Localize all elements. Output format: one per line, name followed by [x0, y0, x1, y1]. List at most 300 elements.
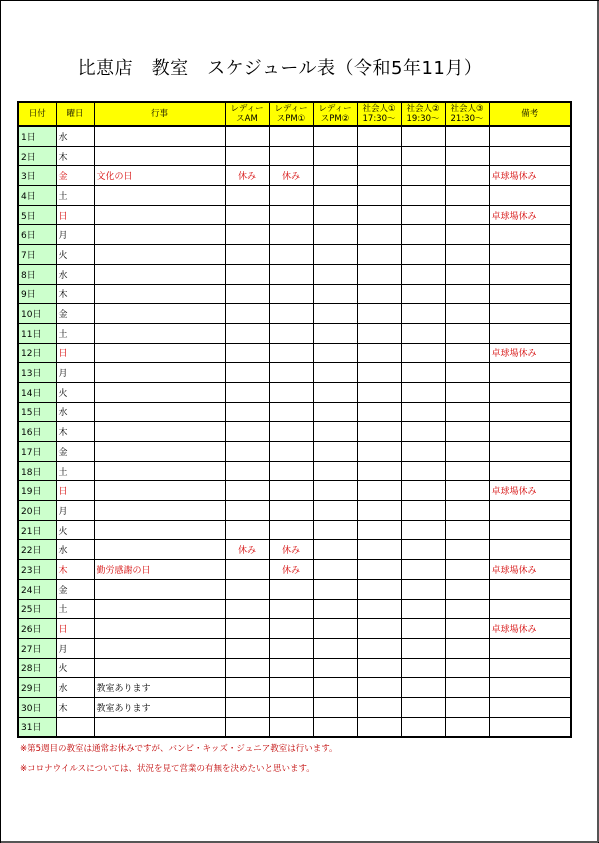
ladies-pm2-cell	[313, 284, 357, 304]
table-row	[18, 402, 571, 422]
ladies-pm2-cell	[313, 363, 357, 383]
ladies-am-cell	[225, 323, 269, 343]
ladies-pm1-cell: 休み	[269, 540, 313, 560]
date-cell: 5日	[18, 205, 56, 225]
date-cell: 8日	[18, 264, 56, 284]
ladies-am-cell	[225, 678, 269, 698]
shakai3-cell	[445, 402, 489, 422]
event-cell	[94, 520, 225, 540]
ladies-pm2-cell	[313, 678, 357, 698]
date-cell: 23日	[18, 560, 56, 580]
event-cell	[94, 461, 225, 481]
event-cell	[94, 126, 225, 146]
shakai1-cell	[357, 343, 401, 363]
ladies-am-cell	[225, 501, 269, 521]
dow-cell: 水	[56, 264, 94, 284]
date-cell: 15日	[18, 402, 56, 422]
shakai2-cell	[401, 146, 445, 166]
header-shakai1-line1: 社会人①	[362, 104, 396, 114]
shakai3-cell	[445, 264, 489, 284]
header-shakai3-line1: 社会人③	[450, 104, 484, 114]
shakai2-cell	[401, 186, 445, 206]
event-cell	[94, 186, 225, 206]
header-remarks: 備考	[489, 102, 571, 126]
shakai3-cell	[445, 422, 489, 442]
ladies-pm2-cell	[313, 382, 357, 402]
shakai3-cell	[445, 146, 489, 166]
ladies-am-cell	[225, 264, 269, 284]
dow-cell: 金	[56, 579, 94, 599]
remarks-cell	[489, 304, 571, 324]
shakai2-cell	[401, 245, 445, 265]
shakai3-cell	[445, 579, 489, 599]
shakai2-cell	[401, 126, 445, 146]
ladies-am-cell	[225, 126, 269, 146]
ladies-pm1-cell	[269, 442, 313, 462]
event-cell: 文化の日	[94, 166, 225, 186]
shakai2-cell	[401, 442, 445, 462]
shakai3-cell	[445, 520, 489, 540]
shakai3-cell	[445, 599, 489, 619]
dow-cell: 土	[56, 323, 94, 343]
header-ladies-pm2-line1: レディー	[318, 104, 352, 114]
shakai1-cell	[357, 245, 401, 265]
table-row	[18, 560, 571, 580]
event-cell	[94, 225, 225, 245]
remarks-cell	[489, 442, 571, 462]
shakai2-cell	[401, 304, 445, 324]
event-cell	[94, 599, 225, 619]
remarks-cell	[489, 402, 571, 422]
ladies-pm2-cell	[313, 205, 357, 225]
ladies-pm1-cell	[269, 245, 313, 265]
header-ladies-pm1-line1: レディー	[274, 104, 308, 114]
remarks-cell	[489, 540, 571, 560]
table-row	[18, 225, 571, 245]
date-cell: 7日	[18, 245, 56, 265]
ladies-pm1-cell	[269, 343, 313, 363]
ladies-pm2-cell	[313, 520, 357, 540]
shakai3-cell	[445, 382, 489, 402]
shakai1-cell	[357, 619, 401, 639]
ladies-pm2-cell	[313, 658, 357, 678]
header-shakai1-line2: 17:30～	[362, 114, 396, 124]
ladies-pm2-cell	[313, 304, 357, 324]
table-row	[18, 697, 571, 717]
ladies-pm2-cell	[313, 186, 357, 206]
shakai2-cell	[401, 658, 445, 678]
header-date: 日付	[18, 102, 56, 126]
shakai3-cell	[445, 461, 489, 481]
ladies-pm2-cell	[313, 501, 357, 521]
shakai3-cell	[445, 560, 489, 580]
shakai1-cell	[357, 304, 401, 324]
ladies-pm2-cell	[313, 323, 357, 343]
ladies-pm1-cell	[269, 126, 313, 146]
ladies-pm1-cell	[269, 304, 313, 324]
ladies-pm2-cell	[313, 166, 357, 186]
ladies-am-cell	[225, 481, 269, 501]
event-cell	[94, 658, 225, 678]
date-cell: 30日	[18, 697, 56, 717]
ladies-pm2-cell	[313, 540, 357, 560]
table-row	[18, 343, 571, 363]
shakai1-cell	[357, 205, 401, 225]
shakai3-cell	[445, 126, 489, 146]
dow-cell: 日	[56, 343, 94, 363]
shakai1-cell	[357, 284, 401, 304]
remarks-cell	[489, 422, 571, 442]
header-ladies-am-line1: レディー	[230, 104, 264, 114]
ladies-pm1-cell	[269, 225, 313, 245]
table-row	[18, 638, 571, 658]
header-ladies-pm1	[269, 102, 313, 126]
ladies-pm2-cell	[313, 560, 357, 580]
remarks-cell	[489, 284, 571, 304]
date-cell: 25日	[18, 599, 56, 619]
dow-cell: 日	[56, 481, 94, 501]
date-cell: 14日	[18, 382, 56, 402]
ladies-pm1-cell	[269, 402, 313, 422]
ladies-am-cell	[225, 225, 269, 245]
shakai2-cell	[401, 264, 445, 284]
table-row	[18, 146, 571, 166]
shakai2-cell	[401, 205, 445, 225]
date-cell: 11日	[18, 323, 56, 343]
ladies-pm1-cell	[269, 717, 313, 737]
ladies-pm2-cell	[313, 619, 357, 639]
date-cell: 2日	[18, 146, 56, 166]
table-row	[18, 363, 571, 383]
ladies-pm2-cell	[313, 343, 357, 363]
ladies-pm1-cell	[269, 501, 313, 521]
shakai2-cell	[401, 697, 445, 717]
remarks-cell	[489, 579, 571, 599]
shakai3-cell	[445, 481, 489, 501]
shakai1-cell	[357, 638, 401, 658]
ladies-am-cell	[225, 422, 269, 442]
event-cell: 教室あります	[94, 678, 225, 698]
dow-cell: 水	[56, 678, 94, 698]
dow-cell: 木	[56, 560, 94, 580]
event-cell	[94, 363, 225, 383]
ladies-pm1-cell	[269, 678, 313, 698]
date-cell: 18日	[18, 461, 56, 481]
shakai1-cell	[357, 382, 401, 402]
shakai1-cell	[357, 323, 401, 343]
remarks-cell	[489, 599, 571, 619]
ladies-am-cell	[225, 697, 269, 717]
ladies-am-cell	[225, 658, 269, 678]
ladies-am-cell	[225, 461, 269, 481]
remarks-cell	[489, 501, 571, 521]
shakai1-cell	[357, 402, 401, 422]
ladies-pm1-cell	[269, 619, 313, 639]
shakai1-cell	[357, 717, 401, 737]
table-row	[18, 442, 571, 462]
date-cell: 10日	[18, 304, 56, 324]
date-cell: 28日	[18, 658, 56, 678]
ladies-pm1-cell	[269, 264, 313, 284]
remarks-cell	[489, 126, 571, 146]
table-row	[18, 461, 571, 481]
table-row	[18, 599, 571, 619]
shakai1-cell	[357, 579, 401, 599]
remarks-cell	[489, 638, 571, 658]
date-cell: 17日	[18, 442, 56, 462]
dow-cell: 水	[56, 540, 94, 560]
shakai2-cell	[401, 382, 445, 402]
table-row	[18, 579, 571, 599]
date-cell: 22日	[18, 540, 56, 560]
dow-cell: 金	[56, 442, 94, 462]
shakai1-cell	[357, 225, 401, 245]
date-cell: 19日	[18, 481, 56, 501]
dow-cell: 金	[56, 304, 94, 324]
shakai1-cell	[357, 166, 401, 186]
ladies-am-cell	[225, 599, 269, 619]
ladies-pm2-cell	[313, 461, 357, 481]
remarks-cell	[489, 146, 571, 166]
event-cell	[94, 638, 225, 658]
shakai1-cell	[357, 186, 401, 206]
table-row	[18, 678, 571, 698]
event-cell	[94, 540, 225, 560]
ladies-am-cell	[225, 363, 269, 383]
dow-cell	[56, 717, 94, 737]
shakai3-cell	[445, 717, 489, 737]
dow-cell: 日	[56, 619, 94, 639]
ladies-am-cell	[225, 520, 269, 540]
ladies-pm2-cell	[313, 481, 357, 501]
shakai2-cell	[401, 284, 445, 304]
shakai2-cell	[401, 225, 445, 245]
event-cell	[94, 501, 225, 521]
ladies-pm1-cell	[269, 599, 313, 619]
dow-cell: 水	[56, 402, 94, 422]
shakai2-cell	[401, 638, 445, 658]
event-cell	[94, 579, 225, 599]
table-row	[18, 323, 571, 343]
ladies-am-cell	[225, 304, 269, 324]
ladies-pm2-cell	[313, 697, 357, 717]
event-cell: 勤労感謝の日	[94, 560, 225, 580]
ladies-am-cell	[225, 442, 269, 462]
ladies-am-cell	[225, 343, 269, 363]
ladies-pm1-cell	[269, 481, 313, 501]
event-cell	[94, 402, 225, 422]
date-cell: 29日	[18, 678, 56, 698]
shakai3-cell	[445, 697, 489, 717]
ladies-pm2-cell	[313, 146, 357, 166]
shakai1-cell	[357, 560, 401, 580]
ladies-pm1-cell	[269, 382, 313, 402]
schedule-table	[17, 101, 572, 738]
remarks-cell	[489, 520, 571, 540]
date-cell: 20日	[18, 501, 56, 521]
header-ladies-pm2	[313, 102, 357, 126]
header-shakai3-line2: 21:30～	[450, 114, 484, 124]
ladies-am-cell	[225, 245, 269, 265]
ladies-am-cell	[225, 402, 269, 422]
header-event: 行事	[94, 102, 225, 126]
shakai3-cell	[445, 540, 489, 560]
shakai3-cell	[445, 205, 489, 225]
shakai3-cell	[445, 343, 489, 363]
shakai3-cell	[445, 501, 489, 521]
dow-cell: 木	[56, 697, 94, 717]
ladies-pm2-cell	[313, 245, 357, 265]
date-cell: 26日	[18, 619, 56, 639]
shakai2-cell	[401, 520, 445, 540]
shakai2-cell	[401, 501, 445, 521]
shakai3-cell	[445, 225, 489, 245]
remarks-cell	[489, 717, 571, 737]
ladies-am-cell	[225, 146, 269, 166]
table-row	[18, 501, 571, 521]
schedule-body	[18, 126, 571, 737]
ladies-pm1-cell	[269, 638, 313, 658]
table-row	[18, 540, 571, 560]
shakai2-cell	[401, 619, 445, 639]
remarks-cell	[489, 225, 571, 245]
date-cell: 27日	[18, 638, 56, 658]
ladies-pm2-cell	[313, 264, 357, 284]
date-cell: 4日	[18, 186, 56, 206]
shakai2-cell	[401, 343, 445, 363]
remarks-cell: 卓球場休み	[489, 205, 571, 225]
dow-cell: 日	[56, 205, 94, 225]
dow-cell: 木	[56, 284, 94, 304]
table-row	[18, 205, 571, 225]
remarks-cell	[489, 186, 571, 206]
event-cell	[94, 442, 225, 462]
shakai2-cell	[401, 402, 445, 422]
shakai1-cell	[357, 442, 401, 462]
ladies-pm1-cell	[269, 284, 313, 304]
ladies-am-cell: 休み	[225, 540, 269, 560]
date-cell: 6日	[18, 225, 56, 245]
shakai1-cell	[357, 658, 401, 678]
ladies-pm2-cell	[313, 579, 357, 599]
shakai3-cell	[445, 166, 489, 186]
ladies-am-cell	[225, 382, 269, 402]
date-cell: 21日	[18, 520, 56, 540]
ladies-am-cell: 休み	[225, 166, 269, 186]
shakai2-cell	[401, 540, 445, 560]
event-cell	[94, 343, 225, 363]
table-row	[18, 382, 571, 402]
ladies-pm2-cell	[313, 402, 357, 422]
remarks-cell	[489, 363, 571, 383]
remarks-cell: 卓球場休み	[489, 560, 571, 580]
ladies-am-cell	[225, 186, 269, 206]
shakai1-cell	[357, 697, 401, 717]
header-shakai2-line2: 19:30～	[406, 114, 440, 124]
header-shakai3	[445, 102, 489, 126]
shakai3-cell	[445, 363, 489, 383]
ladies-pm2-cell	[313, 599, 357, 619]
ladies-am-cell	[225, 284, 269, 304]
ladies-pm1-cell	[269, 205, 313, 225]
header-shakai2	[401, 102, 445, 126]
table-row	[18, 264, 571, 284]
shakai1-cell	[357, 678, 401, 698]
dow-cell: 木	[56, 422, 94, 442]
shakai2-cell	[401, 166, 445, 186]
shakai3-cell	[445, 245, 489, 265]
date-cell: 13日	[18, 363, 56, 383]
dow-cell: 木	[56, 146, 94, 166]
shakai3-cell	[445, 619, 489, 639]
event-cell	[94, 284, 225, 304]
ladies-pm1-cell	[269, 146, 313, 166]
remarks-cell: 卓球場休み	[489, 619, 571, 639]
table-row	[18, 619, 571, 639]
shakai3-cell	[445, 304, 489, 324]
ladies-pm2-cell	[313, 422, 357, 442]
shakai2-cell	[401, 461, 445, 481]
ladies-pm2-cell	[313, 717, 357, 737]
shakai2-cell	[401, 717, 445, 737]
dow-cell: 月	[56, 225, 94, 245]
remarks-cell	[489, 678, 571, 698]
shakai3-cell	[445, 284, 489, 304]
note-corona: ※コロナウイルスについては、状況を見て営業の有無を決めたいと思います。	[20, 764, 315, 774]
remarks-cell: 卓球場休み	[489, 166, 571, 186]
shakai2-cell	[401, 599, 445, 619]
remarks-cell	[489, 461, 571, 481]
ladies-pm1-cell	[269, 520, 313, 540]
dow-cell: 土	[56, 461, 94, 481]
table-row	[18, 304, 571, 324]
ladies-pm2-cell	[313, 225, 357, 245]
ladies-pm1-cell: 休み	[269, 166, 313, 186]
header-ladies-pm1-line2: スPM①	[276, 114, 306, 124]
event-cell: 教室あります	[94, 697, 225, 717]
shakai1-cell	[357, 481, 401, 501]
table-row	[18, 166, 571, 186]
table-row	[18, 520, 571, 540]
ladies-pm1-cell	[269, 363, 313, 383]
date-cell: 31日	[18, 717, 56, 737]
event-cell	[94, 264, 225, 284]
table-row	[18, 717, 571, 737]
header-shakai1	[357, 102, 401, 126]
table-row	[18, 284, 571, 304]
shakai3-cell	[445, 678, 489, 698]
shakai2-cell	[401, 678, 445, 698]
shakai1-cell	[357, 146, 401, 166]
dow-cell: 火	[56, 520, 94, 540]
shakai1-cell	[357, 540, 401, 560]
ladies-am-cell	[225, 579, 269, 599]
dow-cell: 水	[56, 126, 94, 146]
header-ladies-am-line2: スAM	[236, 114, 258, 124]
dow-cell: 月	[56, 501, 94, 521]
remarks-cell	[489, 697, 571, 717]
event-cell	[94, 717, 225, 737]
ladies-pm1-cell	[269, 323, 313, 343]
table-row	[18, 422, 571, 442]
remarks-cell	[489, 245, 571, 265]
header-ladies-am	[225, 102, 269, 126]
table-row	[18, 186, 571, 206]
table-row	[18, 126, 571, 146]
event-cell	[94, 323, 225, 343]
shakai2-cell	[401, 560, 445, 580]
remarks-cell	[489, 323, 571, 343]
